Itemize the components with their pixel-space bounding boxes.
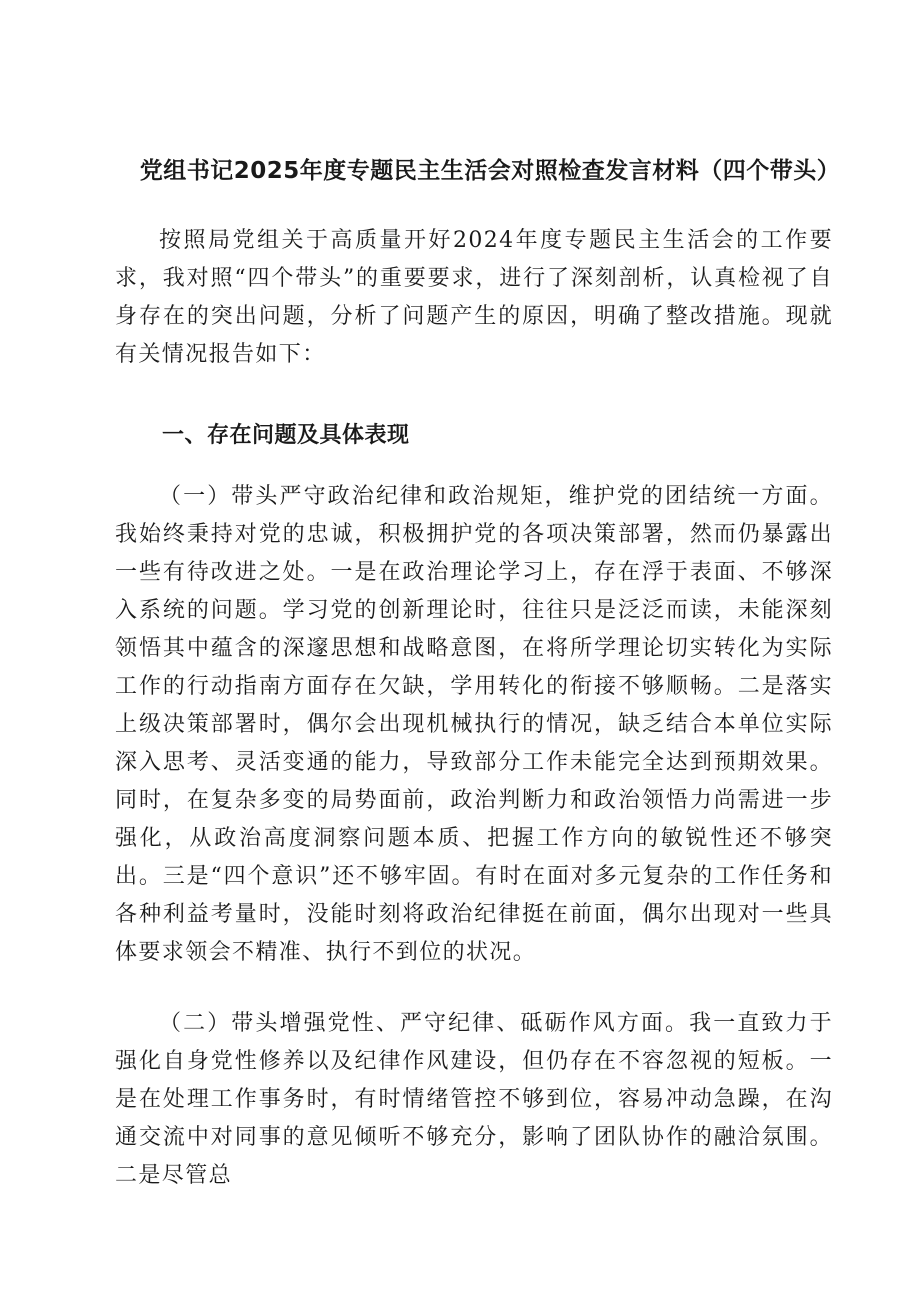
intro-paragraph: 按照局党组关于高质量开好2024年度专题民主生活会的工作要求，我对照“四个带头”的重要要求，进行了深刻剖析，认真检视了自身存在的突出问题，分析了问题产生的原因，明确了整改措施。现就有关情况报告如下： — [115, 228, 833, 367]
paragraph-political-discipline: （一）带头严守政治纪律和政治规矩，维护党的团结统一方面。我始终秉持对党的忠诚，积极拥护党的各项决策部署，然而仍暴露出一些有待改进之处。一是在政治理论学习上，存在浮于表面、不够深入系统的问题。学习党的创新理论时，往往只是泛泛而读，未能深刻领悟其中蕴含的深邃思想和战略意图，在将所学理论切实转化为实际工作的行动指南方面存在欠缺，学用转化的衔接不够顺畅。二是落实上级决策部署时，偶尔会出现机械执行的情况，缺乏结合本单位实际深入思考、灵活变通的能力，导致部分工作未能完全达到预期效果。同时，在复杂多变的局势面前，政治判断力和政治领悟力尚需进一步强化，从政治高度洞察问题本质、把握工作方向的敏锐性还不够突出。三是“四个意识”还不够牢固。有时在面对多元复杂的工作任务和各种利益考量时，没能时刻将政治纪律挺在前面，偶尔出现对一些具体要求领会不精准、执行不到位的状况。 — [115, 484, 833, 965]
section-heading: 一、存在问题及具体表现 — [162, 423, 410, 448]
document-title: 党组书记2025年度专题民主生活会对照检查发言材料（四个带头） — [139, 158, 841, 184]
paragraph-party-spirit: （二）带头增强党性、严守纪律、砥砺作风方面。我一直致力于强化自身党性修养以及纪律作风建设，但仍存在不容忽视的短板。一是在处理工作事务时，有时情绪管控不够到位，容易冲动急躁，在沟通交流中对同事的意见倾听不够充分，影响了团队协作的融洽氛围。二是尽管总 — [115, 1011, 833, 1188]
